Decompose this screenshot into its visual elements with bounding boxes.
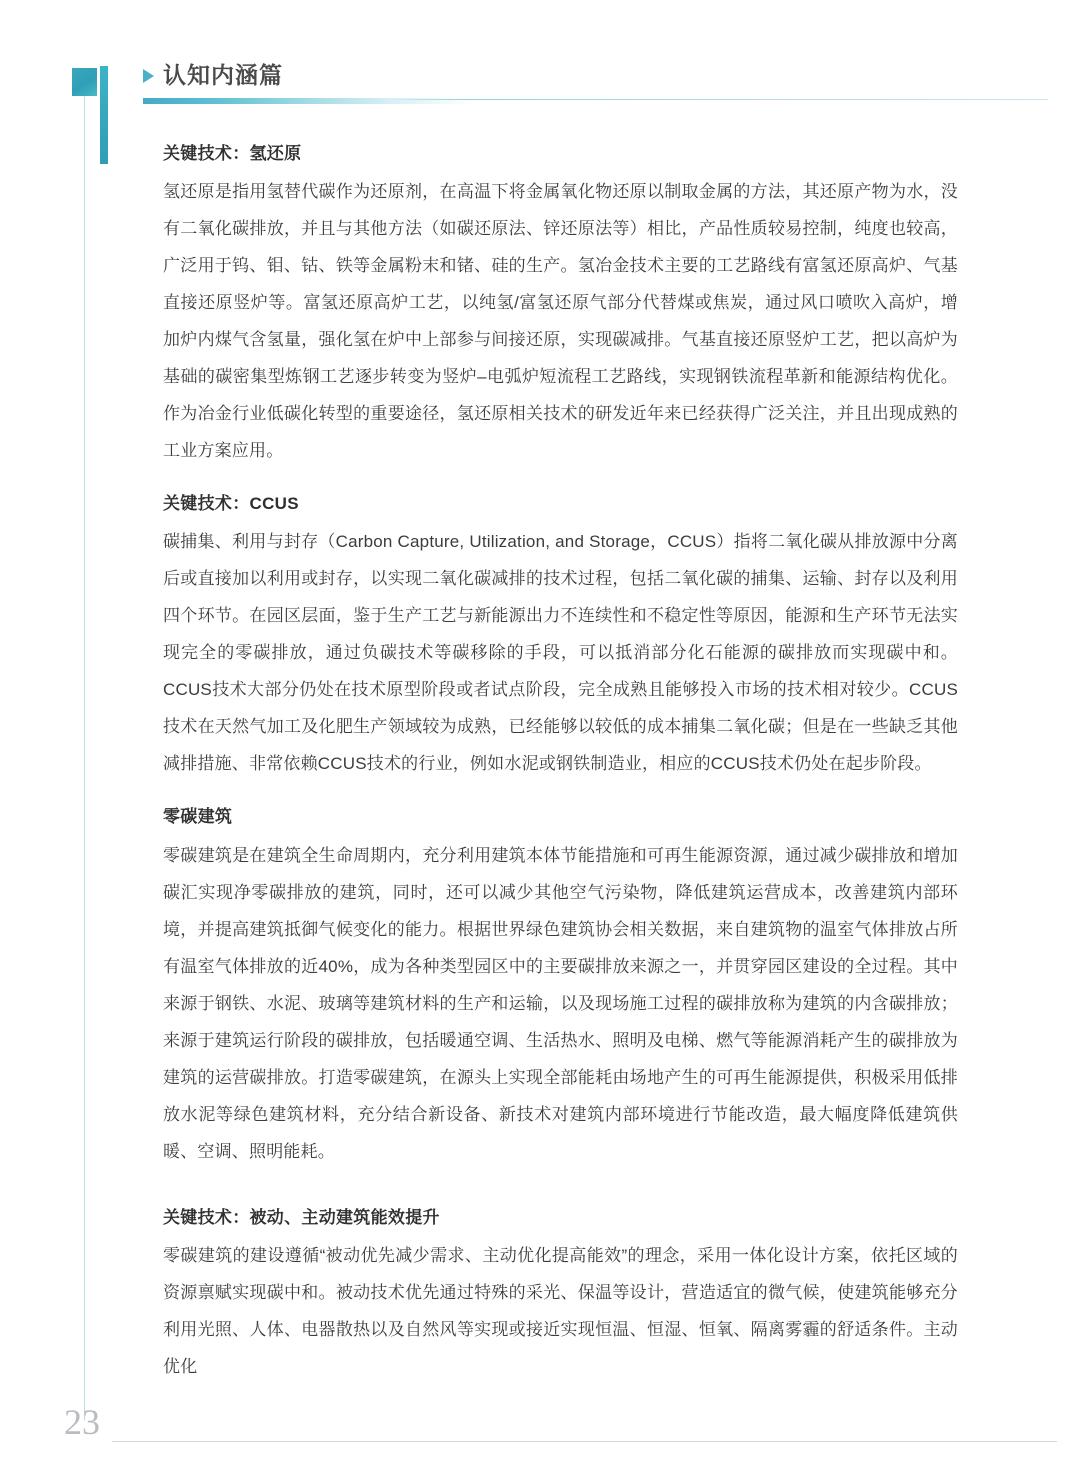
section-paragraph: 零碳建筑的建设遵循“被动优先减少需求、主动优化提高能效”的理念，采用一体化设计方案，依托区域的资源禀赋实现碳中和。被动技术优先通过特殊的采光、保温等设计，营造适宜的微气候，使建筑能够充分利用光照、人体、电器散热以及自然风等实现或接近实现恒温、恒湿、恒氧、隔离雾霾的舒适条件。主动优化 <box>163 1245 958 1376</box>
page-header <box>143 60 1048 108</box>
header-divider-gradient-bar <box>143 98 473 104</box>
section-heading: 零碳建筑 <box>163 807 233 827</box>
section-hydrogen-reduction <box>163 140 958 469</box>
section-paragraph: 氢还原是指用氢替代碳作为还原剂，在高温下将金属氧化物还原以制取金属的方法，其还原产物为水，没有二氧化碳排放，并且与其他方法（如碳还原法、锌还原法等）相比，产品性质较易控制，纯度也较高，广泛用于钨、钼、钴、铁等金属粉末和锗、硅的生产。氢冶金技术主要的工艺路线有富氢还原高炉、气基直接还原竖炉等。富氢还原高炉工艺，以纯氢/富氢还原气部分代替煤或焦炭，通过风口喷吹入高炉，增加炉内煤气含氢量，强化氢在炉中上部参与间接还原，实现碳减排。气基直接还原竖炉工艺，把以高炉为基础的碳密集型炼钢工艺逐步转变为竖炉–电弧炉短流程工艺路线，实现钢铁流程革新和能源结构优化。作为冶金行业低碳化转型的重要途径，氢还原相关技术的研发近年来已经获得广泛关注，并且出现成熟的工业方案应用。 <box>163 182 958 461</box>
decorative-square-mark <box>72 68 97 96</box>
triangle-right-icon <box>143 69 154 83</box>
section-paragraph: 零碳建筑是在建筑全生命周期内，充分利用建筑本体节能措施和可再生能源资源，通过减少碳排放和增加碳汇实现净零碳排放的建筑，同时，还可以减少其他空气污染物，降低建筑运营成本，改善建筑内部环境，并提高建筑抵御气候变化的能力。根据世界绿色建筑协会相关数据，来自建筑物的温室气体排放占所有温室气体排放的近40%，成为各种类型园区中的主要碳排放来源之一，并贯穿园区建设的全过程。其中来源于钢铁、水泥、玻璃等建筑材料的生产和运输，以及现场施工过程的碳排放称为建筑的内含碳排放；来源于建筑运行阶段的碳排放，包括暖通空调、生活热水、照明及电梯、燃气等能源消耗产生的碳排放为建筑的运营碳排放。打造零碳建筑，在源头上实现全部能耗由场地产生的可再生能源提供，积极采用低排放水泥等绿色建筑材料，充分结合新设备、新技术对建筑内部环境进行节能改造，最大幅度降低建筑供暖、空调、照明能耗。 <box>163 845 958 1161</box>
section-passive-active-efficiency <box>163 1204 958 1385</box>
section-ccus <box>163 490 958 782</box>
page-number: 23 <box>64 1402 100 1442</box>
section-heading: 关键技术：氢还原 <box>163 144 302 163</box>
section-heading: 关键技术：被动、主动建筑能效提升 <box>163 1207 440 1227</box>
section-heading: 关键技术：CCUS <box>163 494 299 514</box>
decorative-vertical-bar <box>100 66 108 164</box>
decorative-margin-line <box>84 96 85 1421</box>
header-title-row <box>143 60 1048 90</box>
footer-divider <box>112 1441 1057 1442</box>
header-divider <box>143 98 1048 104</box>
section-zero-carbon-building <box>163 803 958 1169</box>
page-content <box>163 140 958 1406</box>
page-title: 认知内涵篇 <box>163 61 283 88</box>
page-footer <box>64 1404 1064 1454</box>
section-paragraph: 碳捕集、利用与封存（Carbon Capture, Utilization, and Storage，CCUS）指将二氧化碳从排放源中分离后或直接加以利用或封存，以实现二氧化碳减排的技术过程，包括二氧化碳的捕集、运输、封存以及利用四个环节。在园区层面，鉴于生产工艺与新能源出力不连续性和不稳定性等原因，能源和生产环节无法实现完全的零碳排放，通过负碳技术等碳移除的手段，可以抵消部分化石能源的碳排放而实现碳中和。CCUS技术大部分仍处在技术原型阶段或者试点阶段，完全成熟且能够投入市场的技术相对较少。CCUS技术在天然气加工及化肥生产领域较为成熟，已经能够以较低的成本捕集二氧化碳；但是在一些缺乏其他减排措施、非常依赖CCUS技术的行业，例如水泥或钢铁制造业，相应的CCUS技术仍处在起步阶段。 <box>163 532 958 774</box>
